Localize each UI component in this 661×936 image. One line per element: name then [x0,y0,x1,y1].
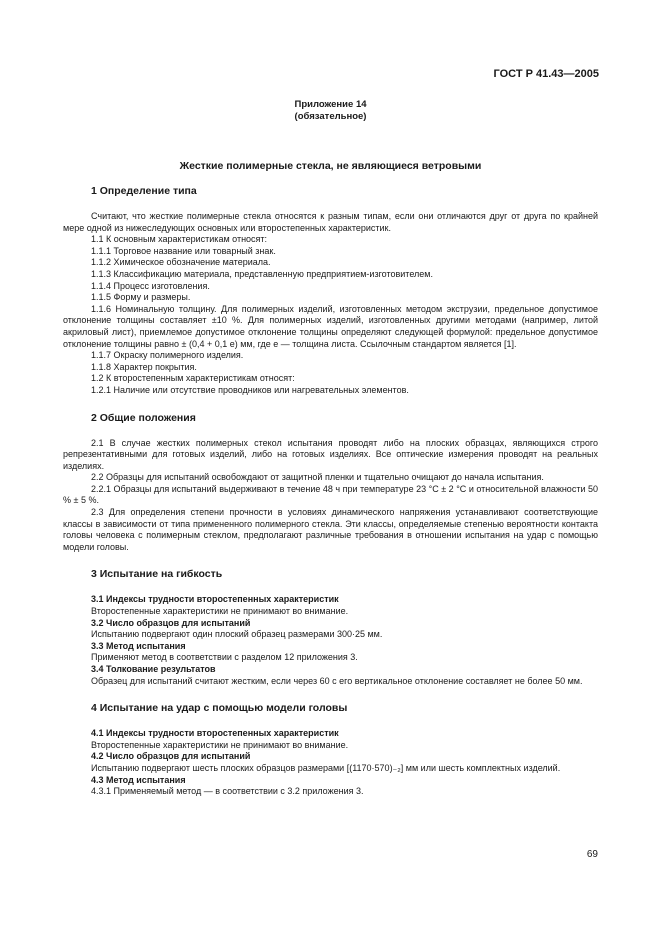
paragraph: 4.3.1 Применяемый метод — в соответствии с 3.2 приложения 3. [91,786,364,797]
subsection-heading: 4.1 Индексы трудности второстепенных характеристик [91,728,339,739]
annex-header [0,99,661,123]
paragraph: Второстепенные характеристики не принимают во внимание. [91,739,349,750]
page-number: 69 [586,849,598,860]
paragraph: 1.1.4 Процесс изготовления. [91,280,210,291]
subsection-heading: 4.2 Число образцов для испытаний [91,751,251,762]
section-4-heading: 4 Испытание на удар с помощью модели головы [91,702,348,715]
paragraph: Испытанию подвергают шесть плоских образцов размерами [(1170·570)₋₂] мм или шесть комплектных изделий. [91,762,561,773]
paragraph: 1.1.8 Характер покрытия. [91,361,197,372]
paragraph: Образец для испытаний считают жестким, если через 60 с его вертикальное отклонение составляет не более 50 мм. [91,675,583,686]
paragraph: 1.1.1 Торговое название или товарный знак. [91,245,276,256]
standard-designation: ГОСТ Р 41.43—2005 [493,68,599,80]
paragraph: 2.2 Образцы для испытаний освобождают от защитной пленки и тщательно очищают до начала испытания. [91,472,544,483]
paragraph: 1.1.7 Окраску полимерного изделия. [91,350,244,361]
subsection-heading: 3.2 Число образцов для испытаний [91,617,251,628]
document-body [63,185,598,798]
paragraph: 1.1.2 Химическое обозначение материала. [91,257,271,268]
paragraph: 1.2 К второстепенным характеристикам относят: [91,373,295,384]
section-3-heading: 3 Испытание на гибкость [91,568,223,581]
subsection-heading: 3.4 Толкование результатов [91,664,216,674]
section-2-heading: 2 Общие положения [91,411,196,424]
paragraph: 2.2.1 Образцы для испытаний выдерживают в течение 48 ч при температуре 23 °C ± 2 °C и относительной влажности 50 % ± 5 %. [63,483,598,506]
annex-label: Приложение 14 [294,99,367,110]
section-1-heading: 1 Определение типа [91,185,197,197]
paragraph: 1.1.5 Форму и размеры. [91,292,191,303]
annex-type: (обязательное) [294,111,367,122]
subsection-heading: 3.1 Индексы трудности второстепенных характеристик [91,594,339,605]
paragraph: 1.1 К основным характеристикам относят: [91,234,268,245]
paragraph: 1.1.3 Классификацию материала, представленную предприятием-изготовителем. [91,268,433,279]
paragraph: Применяют метод в соответствии с разделом 12 приложения 3. [91,652,358,663]
annex-title: Жесткие полимерные стекла, не являющиеся ветровыми [179,160,482,172]
subsection-heading: 3.3 Метод испытания [91,640,186,651]
paragraph: 2.1 В случае жестких полимерных стекол испытания проводят либо на плоских образцах, являющихся строго репрезентативными для готовых изделий, либо на готовых изделиях. Все оптические измерения проводят на реальных изделиях. [63,437,598,471]
paragraph: 1.1.6 Номинальную толщину. Для полимерных изделий, изготовленных методом экструзии, предельное допустимое отклонение толщины составляет ±10 %. Для полимерных изделий, изготовленных другими методами (например, литой акриловый лист), приемлемое допустимое отклонение толщины определяют следующей формулой: предельное допустимое отклонение толщины равно ± (0,4 + 0,1 e) мм, где e — толщина листа. Ссылочным стандартом является [1]. [63,303,598,349]
paragraph: 2.3 Для определения степени прочности в условиях динамического напряжения устанавливают соответствующие классы в зависимости от типа примененного полимерного стекла. Эти классы, определяемые степенью вероятности контакта головы человека с полимерным стеклом, предполагают различные требования в отношении испытания на удар с помощью модели головы. [63,507,598,552]
paragraph: 1.2.1 Наличие или отсутствие проводников или нагревательных элементов. [91,384,409,395]
paragraph: Считают, что жесткие полимерные стекла относятся к разным типам, если они отличаются друг от друга по крайней мере одной из нижеследующих основных или второстепенных характеристик. [63,211,598,233]
subsection-heading: 4.3 Метод испытания [91,774,186,785]
paragraph: Второстепенные характеристики не принимают во внимание. [91,606,349,617]
paragraph: Испытанию подвергают один плоский образец размерами 300·25 мм. [91,629,383,640]
